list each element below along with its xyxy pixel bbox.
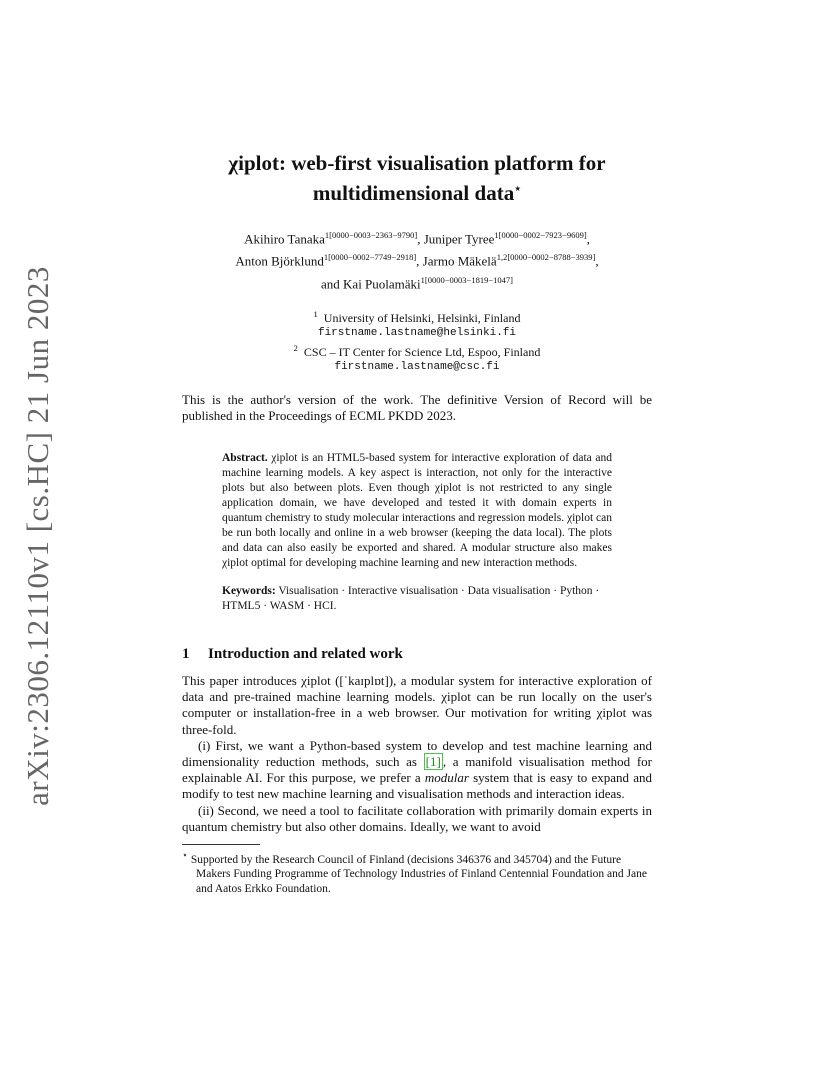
affiliation-number: 1 bbox=[313, 308, 318, 319]
affiliation-email[interactable]: firstname.lastname@helsinki.fi bbox=[317, 326, 517, 339]
author-list bbox=[182, 226, 652, 293]
affiliation-number: 2 bbox=[293, 342, 298, 353]
footnote-text: Supported by the Research Council of Finland (decisions 346376 and 345704) and the Future Makers Funding Programme of Technology Industries of Finland Centennial Foundation and Jane and Aatos Erkko Foundation. bbox=[190, 853, 647, 895]
paragraph-text: (i) First, we want a Python-based system to develop and test machine learning and dimensionality reduction methods, such as bbox=[182, 737, 652, 769]
version-note: This is the author's version of the work. The definitive Version of Record will be published in the Proceedings of ECML PKDD 2023. bbox=[182, 391, 652, 423]
abstract-label: Abstract. bbox=[222, 451, 268, 464]
section-heading bbox=[182, 646, 652, 663]
paper-title bbox=[182, 150, 652, 206]
author-orcid: 1[0000−0003−2363−9790] bbox=[324, 230, 418, 240]
paper-page bbox=[182, 150, 652, 896]
paragraph-text: , a manifold visualisation method for explainable AI. For this purpose, we prefer a bbox=[182, 754, 653, 786]
author-orcid: 1[0000−0002−7923−9609] bbox=[494, 230, 587, 240]
paragraph-3: (ii) Second, we need a tool to facilitate collaboration with primarily domain experts in quantum chemistry but also other domains. Ideally, we want to avoid bbox=[182, 802, 652, 834]
author-separator: , bbox=[586, 231, 590, 247]
affiliation-name: University of Helsinki, Helsinki, Finland bbox=[323, 310, 521, 325]
keywords bbox=[222, 584, 612, 614]
abstract-text: χiplot is an HTML5-based system for interactive exploration of data and machine learning models. A key aspect is interaction, not only for the interactive plots but also between plots. Even though χiplot is not restricted to any single application domain, we have developed and tested it with domain experts in quantum chemistry to study molecular interactions and regression models. χiplot can be run both locally and online in a web browser (keeping the data local). The plots and data can also easily be exported and shared. A modular structure also makes χiplot optimal for developing machine learning and new interaction methods. bbox=[222, 451, 612, 569]
arxiv-sidebar bbox=[15, 0, 60, 1072]
keywords-text: Visualisation · Interactive visualisation · Data visualisation · Python · HTML5 · WASM · HCI. bbox=[222, 584, 600, 612]
affiliation-1 bbox=[182, 307, 652, 326]
paragraph-2 bbox=[182, 738, 652, 803]
affiliation-email[interactable]: firstname.lastname@csc.fi bbox=[334, 360, 500, 373]
footnote-mark: ⋆ bbox=[182, 850, 188, 862]
author-name: Jarmo Mäkelä bbox=[422, 253, 497, 269]
abstract bbox=[222, 451, 612, 571]
footnote-divider bbox=[182, 844, 260, 845]
author-orcid: 1[0000−0002−7749−2918] bbox=[323, 252, 417, 263]
title-line-2: multidimensional data bbox=[312, 181, 515, 205]
paragraph-text: system that is easy to expand and modify to test new machine learning and visualisation methods and interaction ideas. bbox=[182, 770, 652, 802]
author-name: Akihiro Tanaka bbox=[244, 231, 325, 247]
keywords-label: Keywords: bbox=[222, 584, 276, 597]
author-name: Juniper Tyree bbox=[423, 231, 495, 247]
emphasis-text: modular bbox=[424, 770, 469, 786]
footnote bbox=[182, 849, 652, 896]
author-name: and Kai Puolamäki bbox=[321, 275, 421, 291]
section-number: 1 bbox=[182, 645, 190, 662]
author-separator: , bbox=[416, 253, 423, 269]
affiliation-name: CSC – IT Center for Science Ltd, Espoo, Finland bbox=[303, 344, 541, 359]
title-line-1: χiplot: web-first visualisation platform for bbox=[228, 151, 606, 175]
author-separator: , bbox=[417, 231, 424, 247]
author-orcid: 1[0000−0003−1819−1047] bbox=[420, 274, 513, 285]
affiliation-2 bbox=[182, 341, 652, 360]
arxiv-identifier: arXiv:2306.12110v1 [cs.HC] 21 Jun 2023 bbox=[19, 266, 55, 806]
affiliations bbox=[182, 307, 652, 375]
section-title: Introduction and related work bbox=[208, 645, 403, 662]
author-separator: , bbox=[595, 253, 599, 269]
citation-link[interactable]: [1] bbox=[425, 754, 441, 769]
author-name: Anton Björklund bbox=[235, 253, 324, 269]
paragraph-1: This paper introduces χiplot ([ˈkaɪplɒt]), a modular system for interactive exploration of data and pre-trained machine learning models. χiplot can be run locally on the user's computer or installation-free in a web browser. Our motivation for writing χiplot was three-fold. bbox=[182, 672, 652, 737]
author-orcid: 1,2[0000−0002−8788−3939] bbox=[496, 252, 596, 263]
title-footnote-mark: ⋆ bbox=[514, 183, 522, 195]
